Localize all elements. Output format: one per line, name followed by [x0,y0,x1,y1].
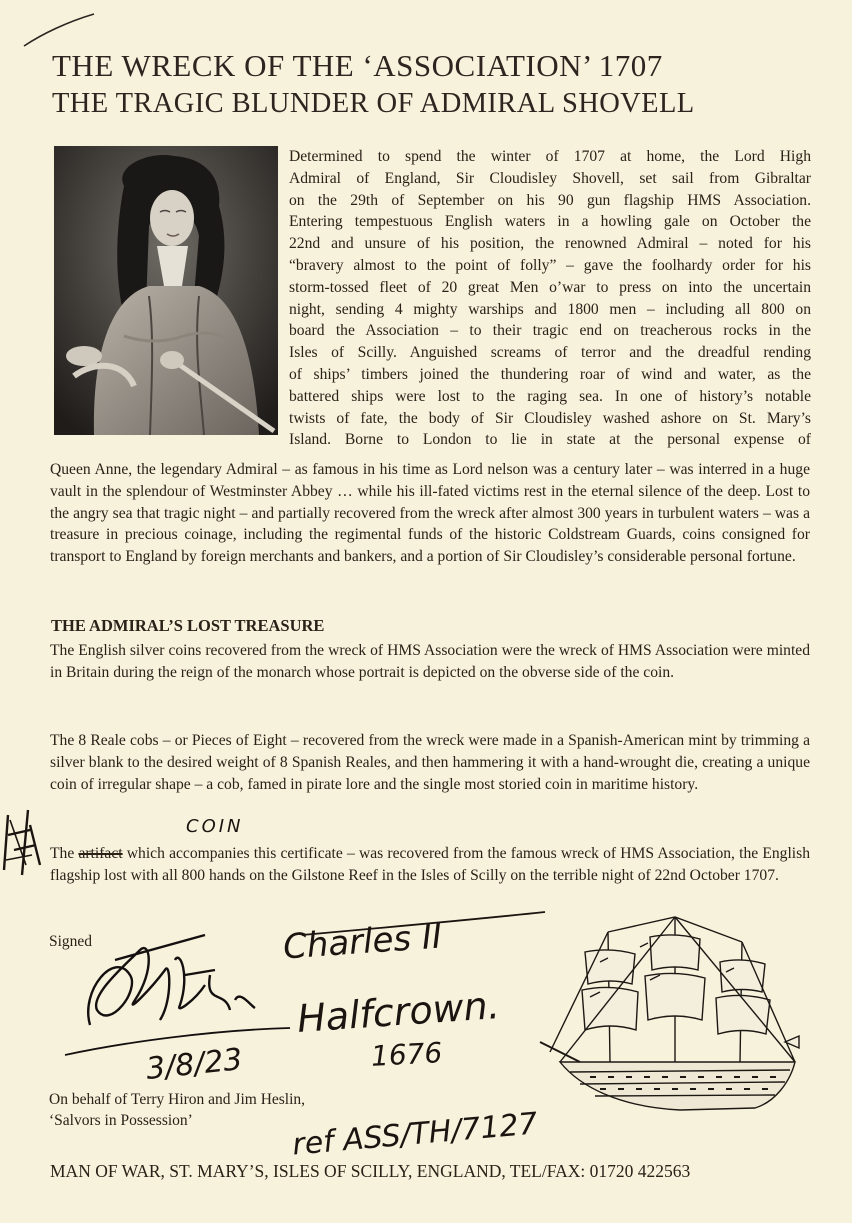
intro-line: battered ships were lost to the raging sea. In one of history’s notable [289,387,811,405]
intro-line: storm-tossed fleet of 20 great Men o’war to press on into the uncertain [289,278,811,296]
intro-line: board the Association – to their tragic end on treacherous rocks in the [289,322,811,340]
intro-line: Entering tempestuous English waters in a howling gale on October the [289,213,811,231]
artifact-text-rest: which accompanies this certificate – was recovered from the famous wreck of HMS Association, the English flagship lost with all 800 hands on the Gilstone Reef in the Isles of Scilly on the terrible night of 22nd October 1707. [50,845,810,884]
intro-paragraph [289,146,811,451]
behalf-block [49,1089,305,1131]
intro-line: “bravery almost to the point of folly” – gave the foolhardy order for his [289,256,811,274]
intro-continuation: Queen Anne, the legendary Admiral – as famous in his time as Lord nelson was a century later – was interred in a huge vault in the splendour of Westminster Abbey … while his ill-fated victims rest in the eternal silence of the deep. Lost to the angry sea that tragic night – and partially recovered from the wreck after almost 300 years in turbulent waters – was a treasure in precious coinage, including the regimental funds of the historic Coldstream Guards, coins consigned for transport to England by foreign merchants and bankers, and a portion of Sir Cloudisley’s considerable personal fortune. [50,461,810,566]
struck-word: artifact [78,845,123,862]
handwritten-denomination: Halfcrown. [295,982,502,1042]
behalf-line-1: On behalf of Terry Hiron and Jim Heslin, [49,1091,306,1108]
signature [55,930,295,1060]
paragraph-silver-coins: The English silver coins recovered from the wreck of HMS Association were the wreck of HMS Association were minted in Britain during the reign of the monarch whose portrait is depicted on the obverse side of the coin. [50,642,810,681]
intro-line: on the 29th of September on his 90 gun flagship HMS Association. [289,191,811,209]
intro-line: Admiral of England, Sir Cloudisley Shovell, set sail from Gibraltar [289,169,811,187]
handwritten-date: 3/8/23 [144,1042,245,1087]
signed-label: Signed [49,933,93,950]
intro-line: night, sending 4 mighty warships and 1800 men – including all 800 on [289,300,811,318]
margin-initials [0,805,45,880]
intro-line: 22nd and unsure of his position, the renowned Admiral – noted for his [289,235,811,253]
section-heading: THE ADMIRAL’S LOST TREASURE [51,616,325,635]
handwritten-monarch: Charles II [281,916,444,968]
handwritten-reference: ref ASS/TH/7127 [290,1106,539,1163]
admiral-portrait [54,146,278,435]
monarch-underline [300,910,550,940]
behalf-line-2: ‘Salvors in Possession’ [49,1112,193,1129]
intro-line: of ships’ timbers joined the thundering roar of wind and water, as the [289,365,811,383]
document-subtitle: THE TRAGIC BLUNDER OF ADMIRAL SHOVELL [52,88,695,119]
paragraph-reale-cobs: The 8 Reale cobs – or Pieces of Eight – recovered from the wreck were made in a Spanish-American mint by trimming a silver blank to the desired weight of 8 Spanish Reales, and then hammering it with a hand-wrought die, creating a unique coin of irregular shape – a cob, famed in pirate lore and the single most storied coin in maritime history. [50,732,810,793]
pen-mark [22,12,102,52]
footer-address: MAN OF WAR, ST. MARY’S, ISLES OF SCILLY, ENGLAND, TEL/FAX: 01720 422563 [50,1161,691,1181]
paragraph-artifact [50,843,810,887]
intro-line: Determined to spend the winter of 1707 at home, the Lord High [289,148,811,165]
intro-line: Island. Borne to London to lie in state at the personal expense of [289,431,811,449]
intro-line: twists of fate, the body of Sir Cloudisley washed ashore on St. Mary’s [289,409,811,427]
intro-line: Isles of Scilly. Anguished screams of terror and the dreadful rending [289,344,811,362]
artifact-text-start: The [50,845,79,862]
handwritten-year: 1676 [370,1036,444,1073]
handwritten-correction: COIN [186,816,244,837]
ship-illustration [540,912,810,1122]
document-title: THE WRECK OF THE ‘ASSOCIATION’ 1707 [52,48,663,83]
